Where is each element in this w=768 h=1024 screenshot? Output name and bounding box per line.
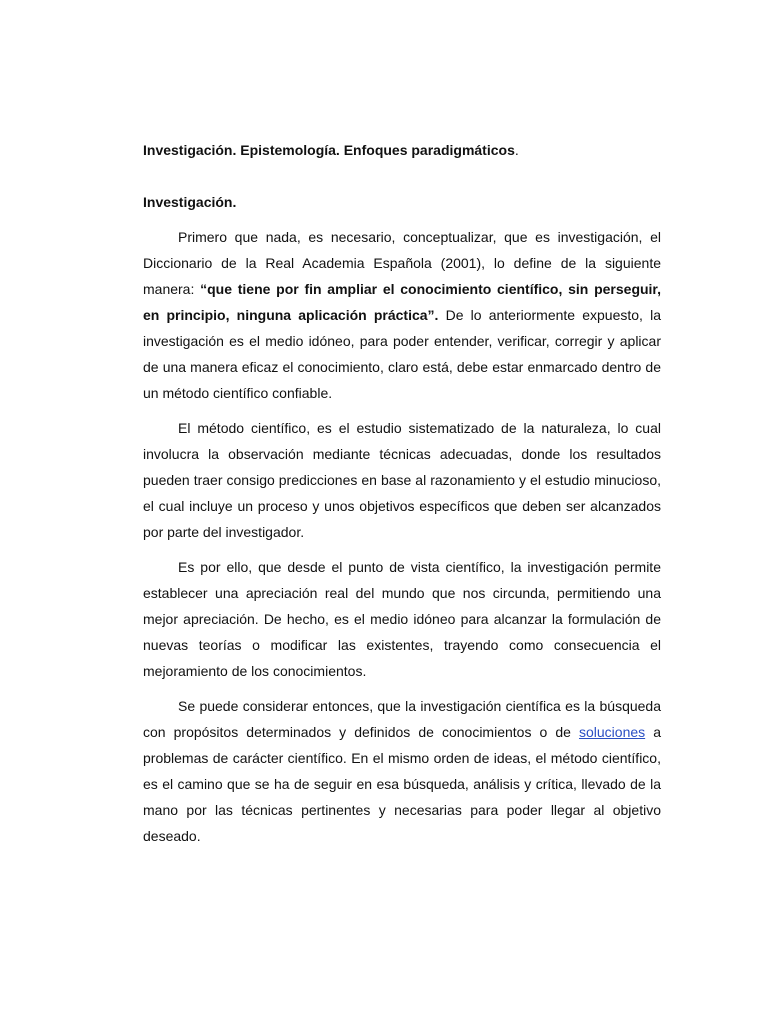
document-title-tail: .: [514, 142, 519, 158]
body-text: [143, 224, 661, 858]
section-heading: Investigación.: [143, 194, 237, 210]
paragraph-1-quote: “que tiene por fin ampliar el conocimiento científico, sin perseguir, en principio, ninguna aplicación práctica”.: [143, 281, 662, 323]
paragraph-1-intro: Primero que nada, es necesario, conceptualizar, que es investigación, el Diccionario de la Real Academia Española (2001), lo define de la siguiente manera:: [143, 229, 661, 297]
paragraph-4: [143, 693, 661, 849]
paragraph-4-rest: a problemas de carácter científico. En el mismo orden de ideas, el método científico, es el camino que se ha de seguir en esa búsqueda, análisis y crítica, llevado de la mano por las técnicas pertinentes y necesarias para poder llegar al objetivo deseado.: [143, 724, 661, 844]
paragraph-2: El método científico, es el estudio sistematizado de la naturaleza, lo cual involucra la observación mediante técnicas adecuadas, donde los resultados pueden traer consigo predicciones en base al razonamiento y el estudio minucioso, el cual incluye un proceso y unos objetivos específicos que deben ser alcanzados por parte del investigador.: [143, 420, 661, 540]
paragraph-1: [143, 224, 661, 406]
document-title: [143, 141, 661, 159]
document-title-bold: Investigación. Epistemología. Enfoques paradigmáticos: [143, 142, 515, 158]
paragraph-4-intro: Se puede considerar entonces, que la investigación científica es la búsqueda con propósitos determinados y definidos de conocimientos o de: [143, 698, 661, 740]
soluciones-link[interactable]: soluciones: [578, 724, 646, 740]
paragraph-3: Es por ello, que desde el punto de vista científico, la investigación permite establecer una apreciación real del mundo que nos circunda, permitiendo una mejor apreciación. De hecho, es el medio idóneo para alcanzar la formulación de nuevas teorías o modificar las existentes, trayendo como consecuencia el mejoramiento de los conocimientos.: [143, 559, 661, 679]
paragraph-1-rest: De lo anteriormente expuesto, la investigación es el medio idóneo, para poder entender, verificar, corregir y aplicar de una manera eficaz el conocimiento, claro está, debe estar enmarcado dentro de un método científico confiable.: [143, 307, 661, 401]
